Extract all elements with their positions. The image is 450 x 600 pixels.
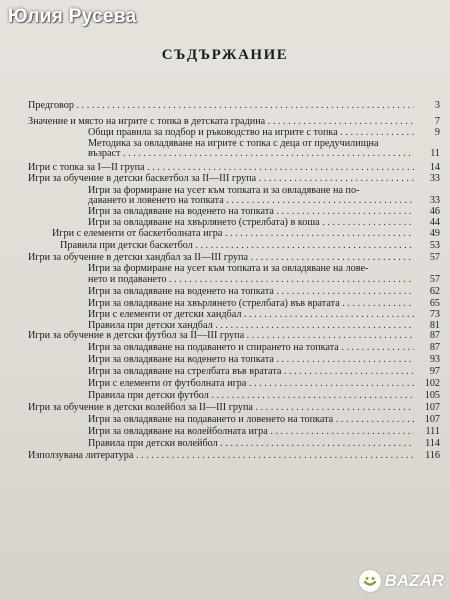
toc-entry-title: Значение и място на игрите с топка в детската градина . . .	[28, 116, 414, 128]
toc-entry-title: Игри за овладяване на подаването и ловенето на топката . . .	[88, 414, 414, 426]
toc-entry	[88, 286, 440, 298]
toc-entry-page: 62	[429, 286, 440, 297]
bazar-logo-text: BAZAR	[384, 571, 444, 590]
toc-entry-title: Игри за формиране на усет към топката и за овладяване на по-	[88, 185, 360, 196]
toc-entry-page: 7	[434, 116, 440, 127]
toc-entry-page: 93	[429, 354, 440, 365]
toc-entry-title: Игри за овладяване на волейболната игра . . .	[88, 426, 414, 438]
toc-entry-title: Игри за овладяване на подаването и спирането на топката . . .	[88, 342, 414, 354]
toc-entry-page: 107	[424, 414, 440, 425]
toc-entry	[88, 342, 440, 354]
toc-entry	[28, 450, 440, 462]
toc-entry	[88, 354, 440, 366]
toc-entry-page: 116	[425, 450, 440, 461]
toc-entry-title: Игри с елементи от баскетболната игра . . .	[52, 228, 414, 240]
toc-entry-page: 53	[429, 240, 440, 251]
toc-entry	[88, 274, 440, 286]
toc-entry-page: 33	[429, 173, 440, 184]
toc-entry-page: 73	[429, 309, 440, 320]
toc-entry-title: Игри с елементи от футболната игра . . .	[88, 378, 414, 390]
toc-entry	[88, 438, 440, 450]
toc-entry-page: 57	[429, 274, 440, 285]
toc-entry-page: 44	[429, 217, 440, 228]
seller-watermark: Юлия Русева	[8, 6, 137, 27]
bazar-logo-icon	[359, 570, 381, 592]
toc-entry-title: Игри за обучение в детски баскетбол за II—III група . . .	[28, 173, 414, 185]
toc-entry-title: Игри за овладяване на хвърлянето (стрелбата) във вратата . . .	[88, 298, 414, 310]
toc-entry-title: Правила при детски хандбал . . .	[88, 320, 414, 332]
toc-entry-page: 14	[429, 162, 440, 173]
toc-entry-title: Игри за овладяване на воденето на топката . . .	[88, 354, 414, 366]
toc-entry-title: Правила при детски волейбол . . .	[88, 438, 414, 450]
toc-entry-title: Игри за овладяване на воденето на топката . . .	[88, 286, 414, 298]
toc-entry-page: 46	[429, 206, 440, 217]
toc-entry-page: 3	[434, 100, 440, 111]
toc-entry-title: Игри за обучение в детски футбол за II—III група . . .	[28, 330, 414, 342]
toc-entry-page: 114	[425, 438, 440, 449]
toc-entry-title: Игри за обучение в детски волейбол за II—III група . . .	[28, 402, 414, 414]
toc-entry-title: Предговор . . .	[28, 100, 414, 112]
toc-entry-title: Игри за формиране на усет към топката и за овладяване на лове-	[88, 263, 369, 274]
toc-entry-page: 87	[429, 330, 440, 341]
toc-entry-page: 49	[429, 228, 440, 239]
toc-entry	[60, 240, 440, 252]
toc-entry-title: възраст . . .	[88, 148, 414, 160]
toc-entry-page: 87	[429, 342, 440, 353]
page-title: СЪДЪРЖАНИЕ	[161, 47, 289, 63]
toc-entry-page: 65	[429, 298, 440, 309]
toc-entry-page: 102	[424, 378, 440, 389]
toc-entry	[88, 426, 440, 438]
toc-entry-title: Методика за овладяване на игрите с топка с деца от предучилищна	[88, 138, 379, 149]
toc-entry	[52, 228, 440, 240]
toc-entry	[88, 390, 440, 402]
toc-entry	[28, 402, 440, 414]
toc-entry-title: Игри за овладяване на хвърлянето (стрелбата) в коша . . .	[88, 217, 414, 229]
toc-entry-page: 57	[429, 252, 440, 263]
toc-entry-title: Игри с топка за I—II група . . .	[28, 162, 414, 174]
toc-entry	[88, 366, 440, 378]
bazar-logo	[359, 570, 445, 592]
toc-entry	[88, 414, 440, 426]
toc-entry	[88, 378, 440, 390]
toc-entry	[88, 148, 440, 160]
toc-entry-title: Правила при детски футбол . . .	[88, 390, 414, 402]
toc-entry-title: Игри за овладяване на воденето на топката . . .	[88, 206, 414, 218]
toc-entry-title: Общи правила за подбор и ръководство на игрите с топка . . .	[88, 127, 414, 139]
toc-entry-page: 107	[424, 402, 440, 413]
toc-entry-page: 11	[430, 148, 440, 159]
toc-entry-title: даването и ловенето на топката . . .	[88, 195, 414, 207]
toc-entry-page: 33	[429, 195, 440, 206]
toc-entry	[28, 173, 440, 185]
toc-entry-title: Правила при детски баскетбол . . .	[60, 240, 414, 252]
toc-entry-title: нето и подаването . . .	[88, 274, 414, 286]
toc-entry	[28, 100, 440, 112]
toc-entry	[28, 330, 440, 342]
toc-entry-title: Игри за овладяване на стрелбата във вратата . . .	[88, 366, 414, 378]
toc-entry-page: 81	[429, 320, 440, 331]
toc-entry-page: 111	[425, 426, 440, 437]
toc-entry-page: 105	[424, 390, 440, 401]
toc-entry-page: 9	[434, 127, 440, 138]
toc-entry-title: Игри за обучение в детски хандбал за II—III група . . .	[28, 252, 414, 264]
toc-entry-page: 97	[429, 366, 440, 377]
toc-entry-title: Игри с елементи от детски хандбал . . .	[88, 309, 414, 321]
toc-entry-title: Използувана литература . . .	[28, 450, 414, 462]
